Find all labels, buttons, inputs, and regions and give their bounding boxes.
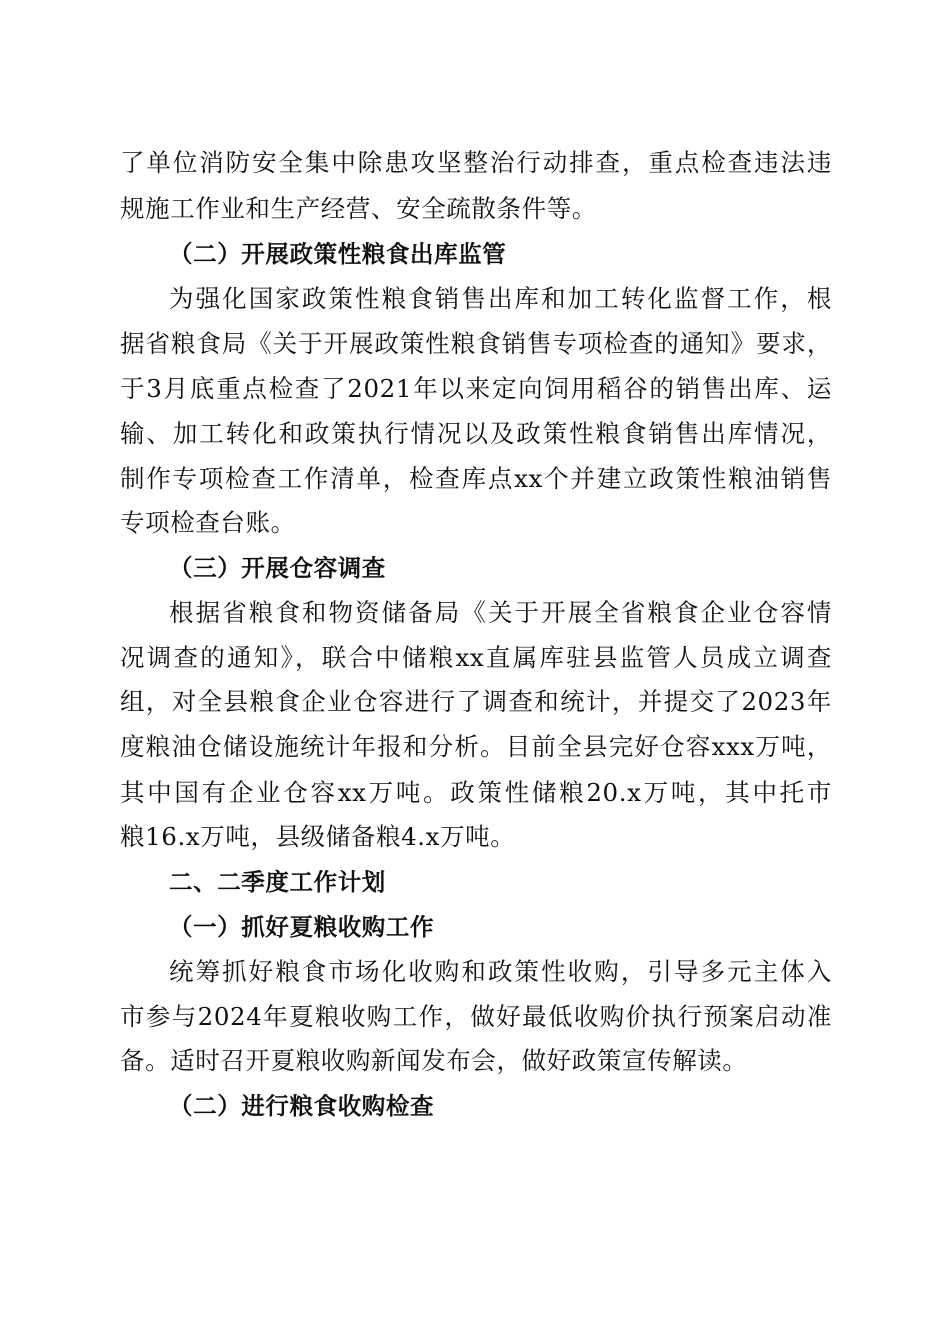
paragraph-line: 据省粮食局《关于开展政策性粮食销售专项检查的通知》要求， <box>120 329 832 358</box>
paragraph-line: 其中国有企业仓容xx万吨。政策性储粮20.x万吨，其中托市 <box>120 778 832 807</box>
paragraph-line: 粮16.x万吨，县级储备粮4.x万吨。 <box>120 822 516 851</box>
paragraph-line: 制作专项检查工作清单，检查库点xx个并建立政策性粮油销售 <box>120 464 832 493</box>
paragraph-line: 统筹抓好粮食市场化收购和政策性收购，引导多元主体入 <box>169 957 832 986</box>
section-heading: （二）进行粮食收购检查 <box>169 1092 435 1120</box>
section-heading: （三）开展仓容调查 <box>169 554 386 582</box>
paragraph-line: 备。适时召开夏粮收购新闻发布会，做好政策宣传解读。 <box>120 1046 748 1075</box>
paragraph-line: 度粮油仓储设施统计年报和分析。目前全县完好仓容xxx万吨， <box>120 732 832 761</box>
section-heading: （一）抓好夏粮收购工作 <box>169 913 435 941</box>
paragraph-line: 为强化国家政策性粮食销售出库和加工转化监督工作，根 <box>169 284 832 313</box>
chapter-heading: 二、二季度工作计划 <box>169 868 386 896</box>
paragraph-line: 规施工作业和生产经营、安全疏散条件等。 <box>120 194 597 223</box>
paragraph-line: 况调查的通知》，联合中储粮xx直属库驻县监管人员成立调查 <box>120 643 832 672</box>
paragraph-line: 输、加工转化和政策执行情况以及政策性粮食销售出库情况， <box>120 419 832 448</box>
section-heading: （二）开展政策性粮食出库监管 <box>169 240 507 268</box>
paragraph-line: 根据省粮食和物资储备局《关于开展全省粮食企业仓容情 <box>169 598 832 627</box>
paragraph-line: 市参与2024年夏粮收购工作，做好最低收购价执行预案启动准 <box>120 1002 832 1031</box>
paragraph-line: 了单位消防安全集中除患攻坚整治行动排查，重点检查违法违 <box>120 148 832 177</box>
paragraph-line: 专项检查台账。 <box>120 508 296 537</box>
paragraph-line: 于3月底重点检查了2021年以来定向饲用稻谷的销售出库、运 <box>120 374 832 403</box>
paragraph-line: 组，对全县粮食企业仓容进行了调查和统计，并提交了2023年 <box>120 687 832 716</box>
